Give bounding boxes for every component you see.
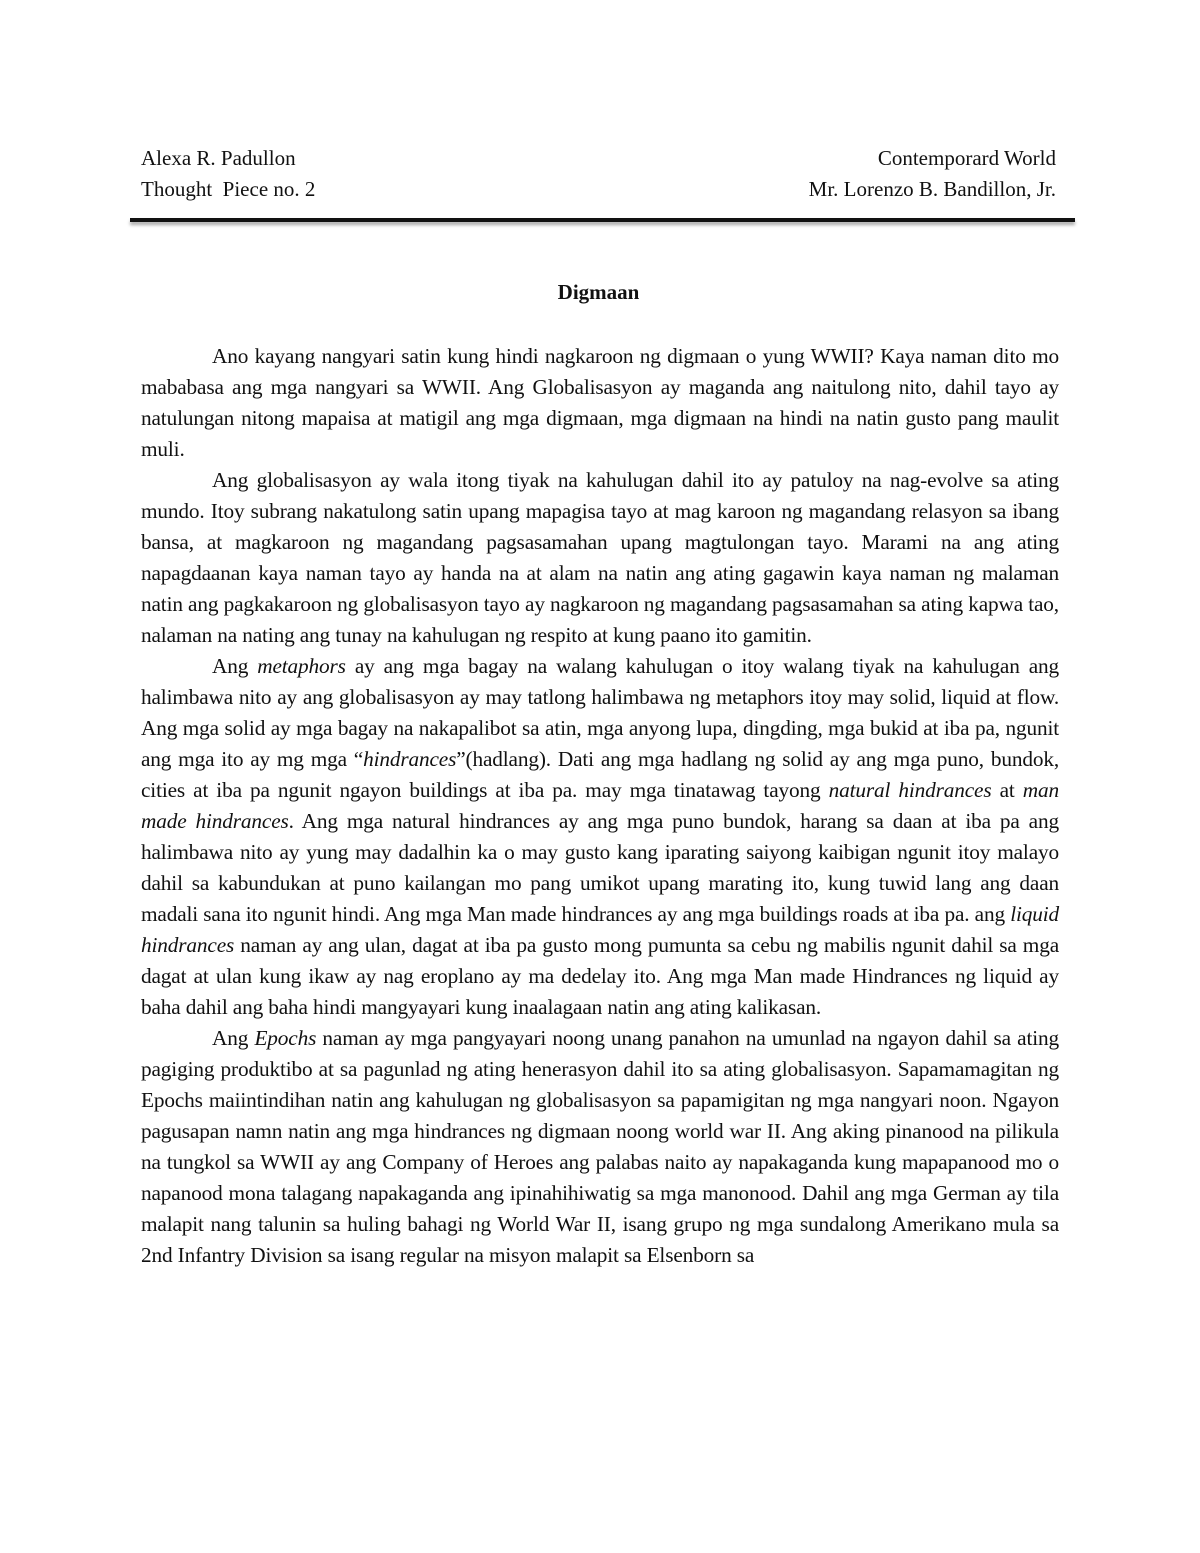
header-row-2: [141, 174, 1056, 205]
paragraph-4-text: naman ay mga pangyayari noong unang panahon na umunlad na ngayon dahil sa ating pagiging produktibo at sa pagunlad ng ating henerasyon dahil ito sa ating globalisasyon. Sapamamagitan ng Epochs maiintindihan natin ang kahulugan ng globalisasyon sa papamigitan ng mga nangyari noon. Ngayon pagusapan namn natin ang mga hindrances ng digmaan noong world war II. Ang aking pinanood na pilikula na tungkol sa WWII ay ang Company of Heroes ang palabas naito ay napakaganda kung mapapanood mo o napanood mona talagang napakaganda ang ipinahihiwatig sa mga manonood. Dahil ang mga German ay tila malapit nang talunin sa huling bahagi ng World War II, isang grupo ng mga sundalong Amerikano mula sa 2nd Infantry Division sa isang regular na misyon malapit sa Elsenborn sa: [141, 1026, 1060, 1267]
paragraph-3-text: Ang: [212, 654, 258, 678]
paragraph-3-text: at: [991, 778, 1023, 802]
paragraph-1: Ano kayang nangyari satin kung hindi nagkaroon ng digmaan o yung WWII? Kaya naman dito mo mababasa ang mga nangyari sa WWII. Ang Globalisasyon ay maganda ang naitulong nito, dahil tayo ay natulungan nitong mapaisa at matigil ang mga digmaan, mga digmaan na hindi na natin gusto pang maulit muli.: [141, 344, 1059, 461]
author-name: Alexa R. Padullon: [141, 146, 296, 170]
paragraph-3-text: ”(hadlang). Dati ang mga hadlang ng solid ay ang mga puno, bundok, cities at iba pa ngunit ngayon buildings at iba pa. may mga tinatawag tayong: [141, 747, 1059, 802]
paragraph-3-emphasis: liquid hindrances: [141, 902, 1059, 957]
header-divider: [130, 218, 1075, 222]
document-title: Digmaan: [557, 280, 640, 304]
paragraph-3-emphasis: man made hindrances: [141, 778, 1059, 833]
paragraph-3-text: naman ay ang ulan, dagat at iba pa gusto mong pumunta sa cebu ng mabilis ngunit dahil sa mga dagat at ulan kung ikaw ay nag eroplano ay ma dedelay ito. Ang mga Man made Hindrances ng liquid ay baha dahil ang baha hindi mangyayari kung inaalagaan natin ang ating kalikasan.: [141, 933, 1059, 1019]
paragraph-2: Ang globalisasyon ay wala itong tiyak na kahulugan dahil ito ay patuloy na nag-evolve sa ating mundo. Itoy subrang nakatulong satin upang mapagisa tayo at mag karoon ng magandang relasyon sa ibang bansa, at magkaroon ng magandang pagsasamahan upang magtulongan tayo. Marami na ang ating napagdaanan kaya naman tayo ay handa na at alam na natin ang ating gagawin kaya naman ng malaman natin ang pagkakaroon ng globalisasyon tayo ay nagkaroon ng magandang pagsasamahan sa ating kapwa tao, nalaman na nating ang tunay na kahulugan ng respito at kung paano ito gamitin.: [141, 468, 1059, 647]
paragraph-4: [141, 1023, 1059, 1271]
paragraph-3-emphasis: hindrances: [363, 747, 457, 771]
instructor-name: Mr. Lorenzo B. Bandillon, Jr.: [808, 177, 1056, 201]
header-row-1: [141, 143, 1056, 174]
paragraph-3-text: . Ang mga natural hindrances ay ang mga puno bundok, harang sa daan at iba pa ang halimbawa nito ay yung may dadalhin ka o may gusto kang iparating saiyong kaibigan ngunit itoy malayo dahil sa kabundukan at puno kailangan mo pang umikot upang marating ito, kung tuwid lang ang daan madali sana ito ngunit hindi. Ang mga Man made hindrances ay ang mga buildings roads at iba pa. ang: [141, 809, 1059, 926]
document-body: [141, 341, 1059, 1271]
paragraph-3-emphasis: metaphors: [257, 654, 346, 678]
paragraph-3: [141, 651, 1059, 1023]
paragraph-4-text: Ang: [212, 1026, 255, 1050]
paragraph-4-emphasis: Epochs: [254, 1026, 317, 1050]
paragraph-3-text: ay ang mga bagay na walang kahulugan o itoy walang tiyak na kahulugan ang halimbawa nito ay ang globalisasyon ay may tatlong halimbawa ng metaphors itoy may solid, liquid at flow. Ang mga solid ay mga bagay na nakapalibot sa atin, mga anyong lupa, dingding, mga bukid at iba pa, ngunit ang mga ito ay mg mga “: [141, 654, 1059, 771]
assignment-label: Thought Piece no. 2: [141, 177, 316, 201]
course-name: Contemporard World: [877, 146, 1056, 170]
document-header: [141, 143, 1056, 205]
paragraph-3-emphasis: natural hindrances: [828, 778, 992, 802]
